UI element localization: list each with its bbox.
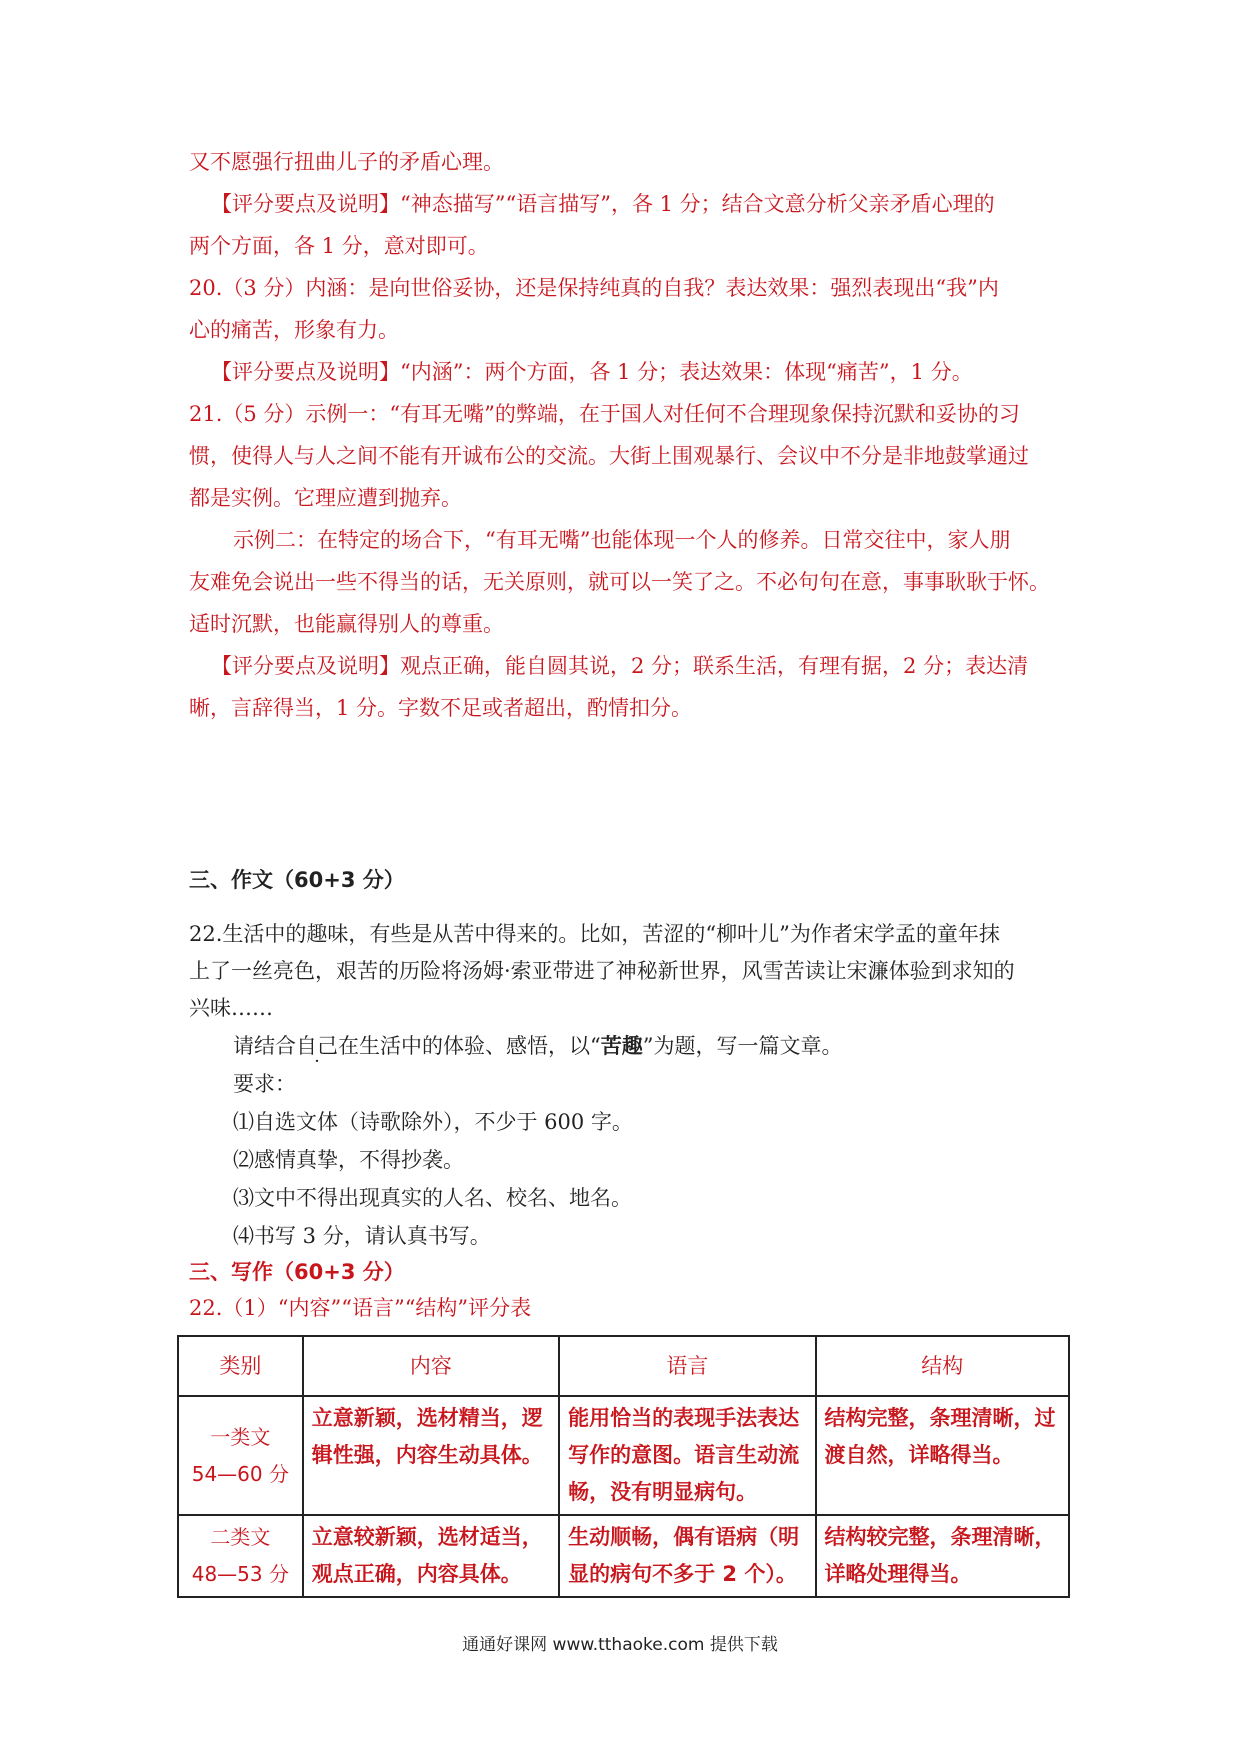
requirement-item: ⑴自选文体（诗歌除外），不少于 600 字。: [233, 1110, 633, 1134]
category-cell: 二类文 48—53 分: [178, 1515, 303, 1597]
requirement-item: ⑷书写 3 分，请认真书写。: [233, 1224, 491, 1248]
answer-line: 又不愿强行扭曲儿子的矛盾心理。: [189, 150, 504, 174]
essay-title: 苦趣: [600, 1033, 643, 1058]
scoring-note: 【评分要点及说明】“内涵”：两个方面，各 1 分；表达效果：体现“痛苦”，1 分。: [211, 360, 973, 384]
answer-line: 晰，言辞得当，1 分。字数不足或者超出，酌情扣分。: [189, 696, 693, 720]
answer-line: 两个方面，各 1 分，意对即可。: [189, 234, 489, 258]
answer-line: 友难免会说出一些不得当的话，无关原则，就可以一笑了之。不必句句在意，事事耿耿于怀。: [189, 570, 1050, 594]
table-caption: 22.（1）“内容”“语言”“结构”评分表: [189, 1296, 532, 1320]
language-cell: 能用恰当的表现手法表达写作的意图。语言生动流畅，没有明显病句。: [559, 1396, 815, 1515]
footer-note: 通通好课网 www.tthaoke.com 提供下载: [462, 1635, 778, 1655]
answer-line: 都是实例。它理应遭到抛弃。: [189, 486, 462, 510]
scoring-note: 【评分要点及说明】“神态描写”“语言描写”，各 1 分；结合文意分析父亲矛盾心理的: [211, 192, 995, 216]
table-header-row: [178, 1336, 1069, 1396]
header-language: 语言: [559, 1336, 815, 1396]
answer-line: 心的痛苦，形象有力。: [189, 318, 399, 342]
answer-q20: 20.（3 分）内涵：是向世俗妥协，还是保持纯真的自我？表达效果：强烈表现出“我”内: [189, 276, 999, 300]
requirement-item: ⑵感情真挚，不得抄袭。: [233, 1148, 464, 1172]
header-structure: 结构: [816, 1336, 1069, 1396]
answer-line: 惯，使得人与人之间不能有开诚布公的交流。大街上围观暴行、会议中不分是非地鼓掌通过: [189, 444, 1029, 468]
essay-prompt: 请结合自己在生活中的体验、感悟，以“苦趣”为题，写一篇文章。: [233, 1033, 843, 1058]
structure-cell: 结构较完整，条理清晰，详略处理得当。: [816, 1515, 1069, 1597]
structure-cell: 结构完整，条理清晰，过渡自然，详略得当。: [816, 1396, 1069, 1515]
header-content: 内容: [303, 1336, 559, 1396]
scoring-note: 【评分要点及说明】观点正确，能自圆其说，2 分；联系生活，有理有据，2 分；表达清: [211, 654, 1029, 678]
language-cell: 生动顺畅，偶有语病（明显的病句不多于 2 个）。: [559, 1515, 815, 1597]
essay-question: 上了一丝亮色，艰苦的历险将汤姆·索亚带进了神秘新世界，风雪苦读让宋濂体验到求知的: [189, 959, 1015, 983]
essay-heading: 三、作文（60+3 分）: [189, 868, 405, 892]
content-cell: 立意较新颖，选材适当，观点正确，内容具体。: [303, 1515, 559, 1597]
scoring-table: [177, 1335, 1070, 1598]
table-row: [178, 1396, 1069, 1515]
answer-line: 适时沉默，也能赢得别人的尊重。: [189, 612, 504, 636]
essay-question: 兴味……: [189, 996, 273, 1020]
writing-heading: 三、写作（60+3 分）: [189, 1260, 405, 1284]
emphasis-dotted-text: 自己: [296, 1034, 338, 1058]
table-row: [178, 1515, 1069, 1597]
requirement-item: ⑶文中不得出现真实的人名、校名、地名。: [233, 1186, 632, 1210]
answer-q21: 21.（5 分）示例一：“有耳无嘴”的弊端，在于国人对任何不合理现象保持沉默和妥协的习: [189, 402, 1020, 426]
content-cell: 立意新颖，选材精当，逻辑性强，内容生动具体。: [303, 1396, 559, 1515]
requirements-label: 要求：: [233, 1072, 296, 1096]
category-cell: 一类文 54—60 分: [178, 1396, 303, 1515]
essay-question: 22.生活中的趣味，有些是从苦中得来的。比如，苦涩的“柳叶儿”为作者宋学孟的童年抹: [189, 922, 1000, 946]
answer-example-2: 示例二：在特定的场合下，“有耳无嘴”也能体现一个人的修养。日常交往中，家人朋: [233, 528, 1011, 552]
header-category: 类别: [178, 1336, 303, 1396]
